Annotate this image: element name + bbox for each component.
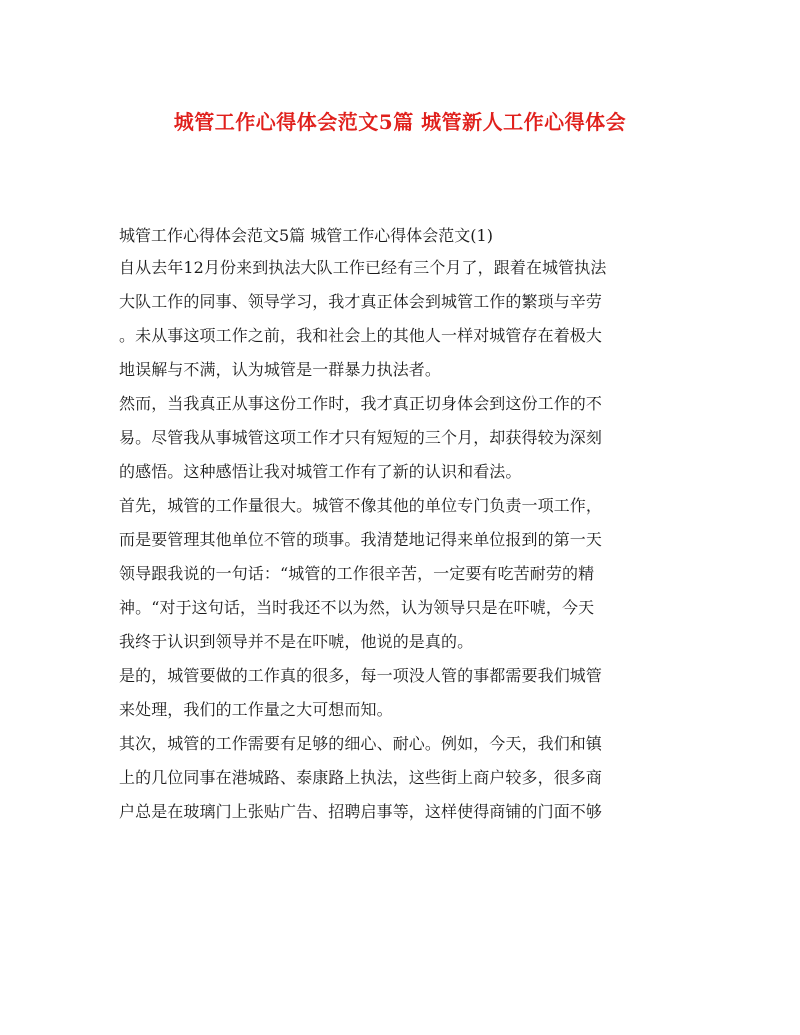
text-line: 自从去年12月份来到执法大队工作已经有三个月了，跟着在城管执法 (119, 258, 607, 277)
text-line: 户总是在玻璃门上张贴广告、招聘启事等，这样使得商铺的门面不够 (119, 802, 603, 821)
text-line: 的感悟。这种感悟让我对城管工作有了新的认识和看法。 (119, 462, 522, 481)
text-line: 领导跟我说的一句话：“城管的工作很辛苦，一定要有吃苦耐劳的精 (119, 564, 595, 583)
text-line: 神。“对于这句话，当时我还不以为然，认为领导只是在吓唬，今天 (119, 598, 595, 617)
text-line: 首先，城管的工作量很大。城管不像其他的单位专门负责一项工作， (119, 496, 603, 515)
text-line: 而是要管理其他单位不管的琐事。我清楚地记得来单位报到的第一天 (119, 530, 603, 549)
text-line: 上的几位同事在港城路、泰康路上执法，这些街上商户较多，很多商 (119, 768, 603, 787)
paragraph (119, 489, 681, 659)
text-line: 来处理，我们的工作量之大可想而知。 (119, 700, 393, 719)
text-line: 其次，城管的工作需要有足够的细心、耐心。例如，今天，我们和镇 (119, 734, 603, 753)
text-line: 然而，当我真正从事这份工作时，我才真正切身体会到这份工作的不 (119, 394, 603, 413)
paragraph (119, 387, 681, 489)
paragraph (119, 251, 681, 387)
text-line: 。未从事这项工作之前，我和社会上的其他人一样对城管存在着极大 (119, 326, 603, 345)
paragraph (119, 659, 681, 727)
paragraph (119, 727, 681, 829)
text-line: 我终于认识到领导并不是在吓唬，他说的是真的。 (119, 632, 474, 651)
text-line: 地误解与不满，认为城管是一群暴力执法者。 (119, 360, 442, 379)
document-subtitle: 城管工作心得体会范文5篇 城管工作心得体会范文(1) (119, 226, 493, 245)
document-title: 城管工作心得体会范文5篇 城管新人工作心得体会 (173, 110, 627, 134)
text-line: 大队工作的同事、领导学习，我才真正体会到城管工作的繁琐与辛劳 (119, 292, 603, 311)
text-line: 易。尽管我从事城管这项工作才只有短短的三个月，却获得较为深刻 (119, 428, 603, 447)
document-body (119, 221, 681, 829)
text-line: 是的，城管要做的工作真的很多，每一项没人管的事都需要我们城管 (119, 666, 603, 685)
